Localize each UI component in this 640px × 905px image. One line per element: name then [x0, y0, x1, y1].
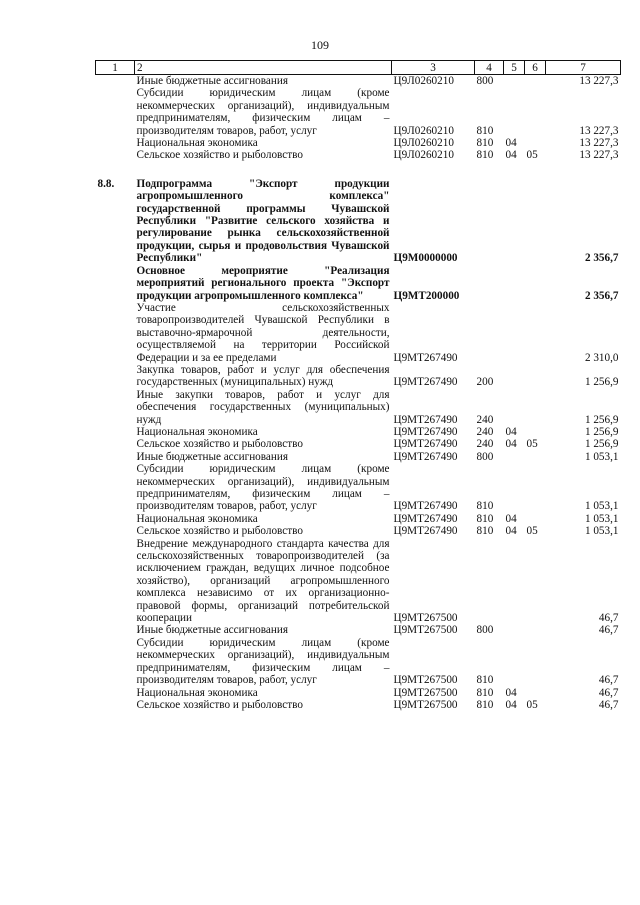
cell-subsection	[525, 538, 546, 625]
cell-group: 810	[476, 124, 494, 137]
cell-subsection	[525, 463, 546, 513]
cell-section	[504, 302, 525, 364]
cell-code: Ц9МТ267500	[393, 674, 458, 687]
table-body	[96, 75, 621, 712]
cell-name: Подпрограмма "Экспорт продукции агропромышленного комплекса" государственной программы Чувашской Республики "Развитие сельского хозяйства и регулирование рынка сельскохозяйственной продукции, сырья и продовольствия Чувашской Республики"	[136, 177, 390, 265]
cell-amount: 13 227,3	[579, 124, 619, 137]
cell-group: 810	[476, 686, 494, 699]
cell-name: Субсидии юридическим лицам (кроме некоммерческих организаций), индивидуальным предпринимателям, физическим лицам – производителям товаров, работ, услуг	[136, 636, 390, 687]
table-row	[96, 389, 621, 426]
spacer-cell	[96, 162, 621, 178]
cell-code: Ц9Л0260210	[393, 75, 454, 87]
cell-subsection	[525, 137, 546, 149]
cell-number	[96, 463, 135, 513]
cell-code: Ц9МТ267500	[393, 624, 458, 637]
cell-subsection	[525, 687, 546, 699]
cell-section	[504, 364, 525, 389]
table-row	[96, 87, 621, 137]
cell-name: Иные бюджетные ассигнования	[136, 450, 288, 463]
cell-name: Иные закупки товаров, работ и услуг для обеспечения государственных (муниципальных) нужд	[136, 388, 390, 426]
cell-name: Основное мероприятие "Реализация мероприятий регионального проекта "Экспорт продукции агропромышленного комплекса"	[136, 264, 390, 302]
cell-subsection	[525, 302, 546, 364]
header-cell-subsection: 6	[525, 61, 546, 75]
cell-section	[504, 463, 525, 513]
cell-group: 810	[476, 512, 494, 525]
cell-amount: 2 356,7	[584, 289, 619, 302]
cell-amount: 1 053,1	[584, 500, 619, 513]
cell-section: 04	[505, 438, 517, 451]
cell-code: Ц9Л0260210	[393, 124, 454, 137]
table-header	[96, 61, 621, 75]
cell-group	[475, 265, 504, 302]
table-row	[96, 302, 621, 364]
table-row	[96, 438, 621, 450]
header-cell-number: 1	[96, 61, 135, 75]
cell-name: Субсидии юридическим лицам (кроме некоммерческих организаций), индивидуальным предпринимателям, физическим лицам – производителям товаров, работ, услуг	[136, 87, 390, 137]
cell-number	[96, 87, 135, 137]
cell-section	[504, 451, 525, 463]
cell-group	[475, 302, 504, 364]
cell-section: 04	[505, 149, 517, 162]
cell-subsection	[525, 513, 546, 525]
cell-subsection	[525, 364, 546, 389]
header-row	[96, 61, 621, 75]
cell-code: Ц9МТ267490	[393, 450, 458, 463]
cell-group: 810	[476, 500, 494, 513]
table-row	[96, 624, 621, 636]
table-row	[96, 538, 621, 625]
cell-amount: 1 053,1	[584, 512, 619, 525]
header-cell-code: 3	[392, 61, 475, 75]
table-row	[96, 149, 621, 161]
cell-amount: 46,7	[598, 624, 619, 637]
cell-group: 800	[476, 450, 494, 463]
cell-section	[504, 624, 525, 636]
cell-section	[504, 265, 525, 302]
cell-section: 04	[505, 137, 517, 150]
cell-amount: 2 356,7	[584, 252, 619, 265]
cell-number	[96, 687, 135, 699]
cell-code: Ц9Л0260210	[393, 149, 454, 162]
cell-group: 810	[476, 674, 494, 687]
cell-code: Ц9МТ267490	[393, 376, 458, 389]
cell-section	[504, 637, 525, 687]
cell-number	[96, 699, 135, 711]
cell-section: 04	[505, 686, 517, 699]
cell-code: Ц9МТ200000	[393, 289, 460, 302]
cell-group: 800	[476, 624, 494, 637]
cell-amount: 1 053,1	[584, 450, 619, 463]
table-row	[96, 178, 621, 265]
table-row	[96, 426, 621, 438]
table-row	[96, 463, 621, 513]
cell-code: Ц9МТ267500	[393, 612, 458, 625]
row-spacer	[96, 162, 621, 178]
cell-name: Внедрение международного стандарта качества для сельскохозяйственных товаропроизводителей (за исключением граждан, ведущих личное подсобное хозяйство), организаций агропромышленного комплекса независимо от их организационно-правовой формы, организаций потребительской кооперации	[136, 537, 390, 625]
cell-name: Иные бюджетные ассигнования	[136, 75, 288, 87]
cell-code: Ц9МТ267490	[393, 512, 458, 525]
cell-section: 04	[505, 425, 517, 438]
cell-name: Национальная экономика	[136, 137, 258, 150]
cell-subsection: 05	[526, 698, 538, 711]
cell-subsection	[525, 75, 546, 88]
cell-name: Национальная экономика	[136, 512, 258, 525]
cell-code: Ц9МТ267490	[393, 500, 458, 513]
cell-section	[504, 178, 525, 265]
cell-group: 240	[476, 425, 494, 438]
cell-group: 810	[476, 137, 494, 150]
cell-name: Закупка товаров, работ и услуг для обеспечения государственных (муниципальных) нужд	[136, 363, 390, 389]
cell-amount: 13 227,3	[579, 75, 619, 87]
cell-group: 240	[476, 438, 494, 451]
cell-amount: 1 256,9	[584, 413, 619, 426]
cell-subsection	[525, 389, 546, 426]
cell-number	[96, 137, 135, 149]
cell-number	[96, 451, 135, 463]
budget-table	[95, 60, 621, 711]
table-row	[96, 637, 621, 687]
cell-name: Сельское хозяйство и рыболовство	[136, 438, 303, 451]
cell-subsection	[525, 265, 546, 302]
cell-group: 810	[476, 149, 494, 162]
cell-code: Ц9МТ267490	[393, 525, 458, 538]
cell-subsection	[525, 637, 546, 687]
cell-amount: 1 053,1	[584, 525, 619, 538]
header-cell-name: 2	[135, 61, 392, 75]
cell-section	[504, 538, 525, 625]
table-row	[96, 525, 621, 537]
table-row	[96, 364, 621, 389]
table-row	[96, 75, 621, 88]
cell-subsection	[525, 178, 546, 265]
cell-subsection: 05	[526, 149, 538, 162]
cell-group: 800	[476, 75, 494, 87]
cell-number	[96, 389, 135, 426]
cell-number	[96, 624, 135, 636]
cell-section: 04	[505, 525, 517, 538]
cell-amount: 13 227,3	[579, 149, 619, 162]
cell-group: 810	[476, 698, 494, 711]
cell-code: Ц9МТ267490	[393, 351, 458, 364]
cell-name: Участие сельскохозяйственных товаропроизводителей Чувашской Республики в выставочно-ярмарочной деятельности, осуществляемой на территории Российской Федерации и за ее пределами	[136, 301, 390, 364]
cell-amount: 13 227,3	[579, 137, 619, 150]
cell-code: Ц9М0000000	[393, 252, 458, 265]
cell-subsection: 05	[526, 438, 538, 451]
cell-section: 04	[505, 512, 517, 525]
cell-name: Иные бюджетные ассигнования	[136, 624, 288, 637]
cell-amount: 46,7	[598, 612, 619, 625]
table-row	[96, 687, 621, 699]
header-cell-section: 5	[504, 61, 525, 75]
cell-subsection	[525, 87, 546, 137]
cell-number	[96, 538, 135, 625]
table-row	[96, 699, 621, 711]
cell-number	[96, 513, 135, 525]
cell-subsection: 05	[526, 525, 538, 538]
cell-section	[504, 87, 525, 137]
cell-code: Ц9МТ267500	[393, 698, 458, 711]
cell-group: 810	[476, 525, 494, 538]
cell-code: Ц9МТ267500	[393, 686, 458, 699]
cell-amount: 46,7	[598, 674, 619, 687]
cell-number	[96, 265, 135, 302]
table-row	[96, 513, 621, 525]
cell-number	[96, 525, 135, 537]
header-cell-group: 4	[475, 61, 504, 75]
cell-amount: 46,7	[598, 698, 619, 711]
cell-amount: 1 256,9	[584, 438, 619, 451]
table-row	[96, 265, 621, 302]
cell-group	[475, 178, 504, 265]
table-row	[96, 451, 621, 463]
cell-section	[504, 389, 525, 426]
cell-number	[96, 75, 135, 88]
cell-code: Ц9Л0260210	[393, 137, 454, 150]
cell-amount: 1 256,9	[584, 425, 619, 438]
cell-number: 8.8.	[97, 177, 115, 190]
cell-name: Субсидии юридическим лицам (кроме некоммерческих организаций), индивидуальным предпринимателям, физическим лицам – производителям товаров, работ, услуг	[136, 463, 390, 513]
cell-amount: 46,7	[598, 686, 619, 699]
cell-code: Ц9МТ267490	[393, 425, 458, 438]
cell-number	[96, 426, 135, 438]
cell-section: 04	[505, 698, 517, 711]
header-cell-amount: 7	[546, 61, 621, 75]
page-number: 109	[311, 38, 329, 52]
cell-group	[475, 538, 504, 625]
cell-group: 200	[476, 376, 494, 389]
cell-subsection	[525, 451, 546, 463]
cell-amount: 1 256,9	[584, 376, 619, 389]
cell-code: Ц9МТ267490	[393, 438, 458, 451]
cell-amount: 2 310,0	[584, 351, 619, 364]
cell-subsection	[525, 426, 546, 438]
cell-number	[96, 364, 135, 389]
cell-number	[96, 438, 135, 450]
cell-name: Национальная экономика	[136, 425, 258, 438]
cell-number	[96, 149, 135, 161]
cell-section	[504, 75, 525, 88]
cell-number	[96, 302, 135, 364]
cell-code: Ц9МТ267490	[393, 413, 458, 426]
cell-name: Сельское хозяйство и рыболовство	[136, 525, 303, 538]
cell-number	[96, 637, 135, 687]
cell-name: Сельское хозяйство и рыболовство	[136, 698, 303, 711]
cell-name: Национальная экономика	[136, 686, 258, 699]
table-row	[96, 137, 621, 149]
cell-name: Сельское хозяйство и рыболовство	[136, 149, 303, 162]
cell-subsection	[525, 624, 546, 636]
cell-group: 240	[476, 413, 494, 426]
